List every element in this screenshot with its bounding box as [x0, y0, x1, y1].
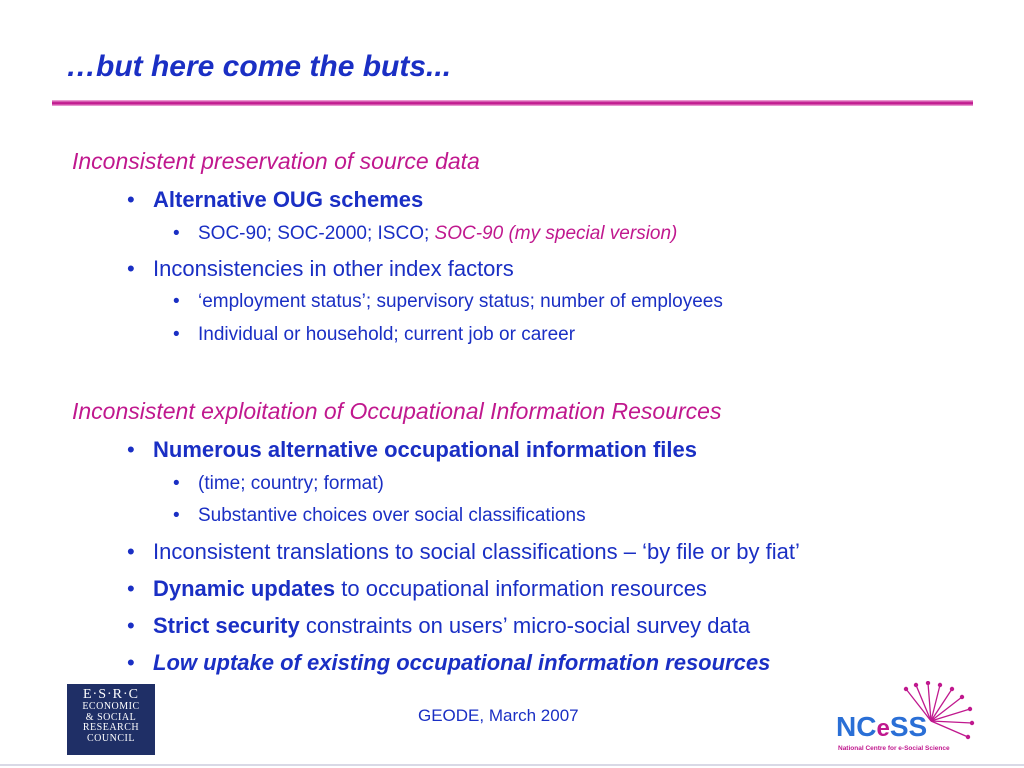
ncess-wordmark — [836, 711, 927, 743]
bullet-text: Individual or household; current job or career — [198, 324, 576, 345]
bullet-text: to occupational information resources — [335, 576, 707, 601]
sub-bullet-schemes — [173, 223, 677, 245]
bullet-icon: • — [127, 187, 135, 212]
bullet-icon: • — [127, 613, 135, 638]
sub-bullet-time-country — [173, 473, 384, 495]
bullet-dynamic-updates — [127, 576, 707, 602]
bullet-text: Numerous alternative occupational information files — [153, 437, 697, 462]
bullet-icon: • — [127, 437, 135, 462]
bullet-icon: • — [173, 324, 180, 345]
bullet-translations — [127, 539, 800, 565]
bullet-icon: • — [173, 291, 180, 312]
ncess-nc: NC — [836, 711, 877, 742]
bullet-text: ‘employment status’; supervisory status; number of employees — [198, 291, 723, 312]
sub-bullet-household — [173, 324, 575, 346]
bullet-emphasis: SOC-90 (my special version) — [434, 223, 678, 244]
bullet-numerous-files — [127, 437, 697, 463]
bullet-icon: • — [127, 576, 135, 601]
section-heading-preservation: Inconsistent preservation of source data — [72, 148, 480, 174]
bullet-bold-text: Strict security — [153, 613, 300, 638]
esrc-logo-line: ECONOMIC — [82, 701, 140, 712]
bullet-icon: • — [127, 539, 135, 564]
ncess-logo — [836, 681, 976, 761]
title-divider — [52, 100, 973, 106]
bullet-low-uptake — [127, 650, 770, 676]
ncess-ss: SS — [889, 711, 928, 742]
slide-footer: GEODE, March 2007 — [418, 706, 579, 725]
bullet-text: (time; country; format) — [198, 473, 384, 494]
bullet-icon: • — [173, 223, 180, 244]
esrc-logo-line: COUNCIL — [87, 732, 135, 744]
sub-bullet-employment — [173, 291, 723, 313]
bullet-text: Low uptake of existing occupational information resources — [153, 650, 771, 675]
bullet-text: Inconsistent translations to social classifications – ‘by file or by fiat’ — [153, 539, 800, 564]
ncess-e: e — [876, 715, 890, 742]
bullet-text: constraints on users’ micro-social survey data — [299, 613, 751, 638]
bullet-icon: • — [173, 505, 180, 526]
slide-title: …but here come the buts... — [66, 50, 452, 83]
bullet-strict-security — [127, 613, 750, 639]
esrc-logo-line: & SOCIAL — [85, 711, 137, 723]
bullet-text: Alternative OUG schemes — [153, 187, 424, 212]
sub-bullet-substantive — [173, 505, 586, 527]
bullet-bold-text: Dynamic updates — [153, 576, 336, 601]
bullet-text: SOC-90; SOC-2000; ISCO; — [198, 223, 435, 244]
bullet-text: Inconsistencies in other index factors — [153, 256, 514, 281]
bullet-icon: • — [173, 473, 180, 494]
esrc-logo — [67, 684, 155, 755]
esrc-logo-line: E·S·R·C — [83, 687, 139, 702]
bullet-inconsistencies — [127, 256, 514, 282]
ncess-subtitle: National Centre for e-Social Science — [838, 745, 950, 752]
section-heading-exploitation: Inconsistent exploitation of Occupational Information Resources — [72, 398, 722, 424]
bullet-text: Substantive choices over social classifications — [198, 505, 586, 526]
esrc-logo-line: RESEARCH — [82, 722, 140, 733]
bullet-alternative-oug — [127, 187, 423, 213]
bullet-icon: • — [127, 650, 135, 675]
bullet-icon: • — [127, 256, 135, 281]
bottom-divider — [0, 764, 1024, 766]
